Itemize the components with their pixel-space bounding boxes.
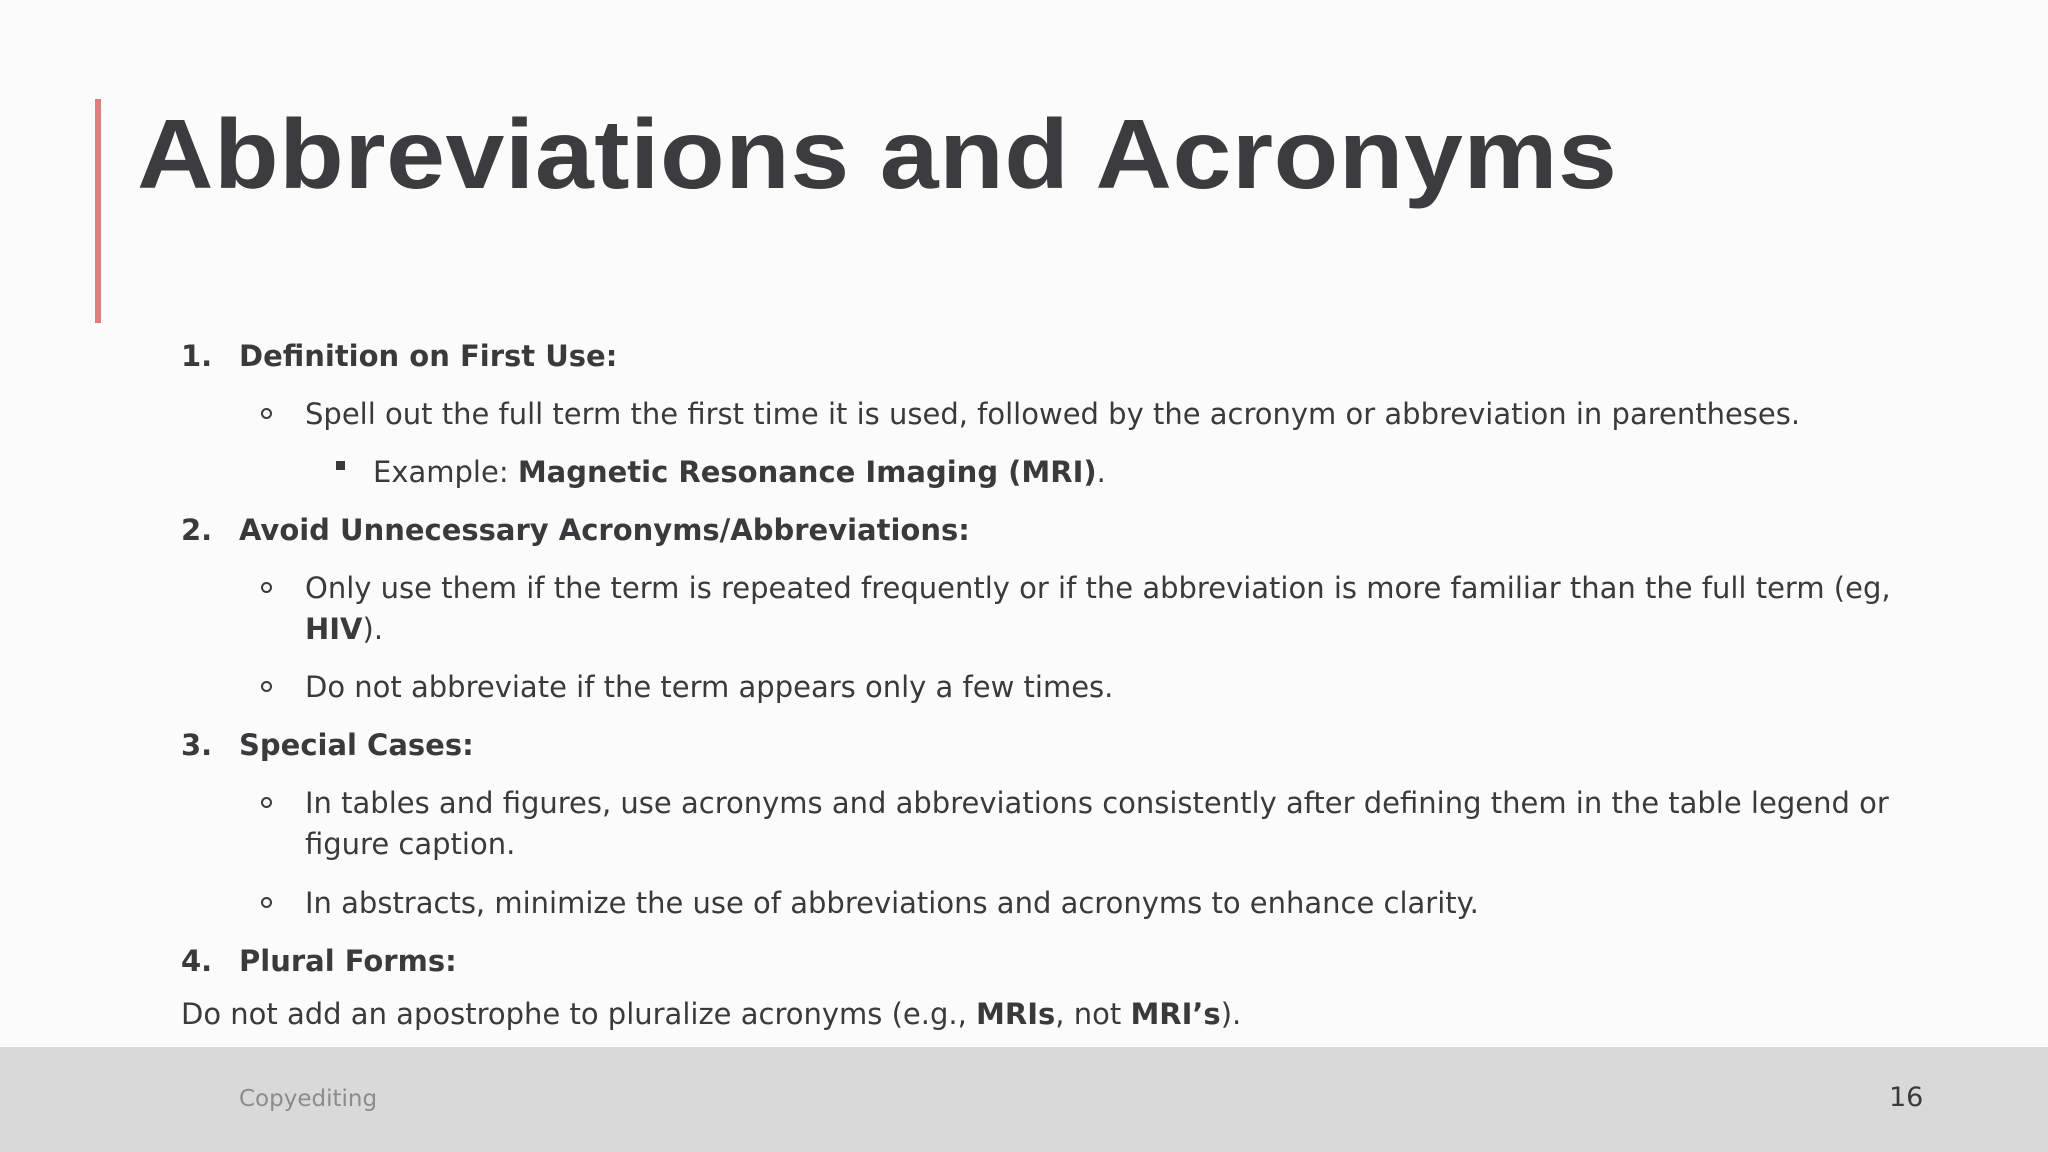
list-number: 2. [181,513,213,547]
list-number: 4. [181,944,213,978]
list-item: In abstracts, minimize the use of abbreviations and acronyms to enhance clarity. [305,886,1479,920]
list-number: 3. [181,728,213,762]
list-heading: Special Cases: [239,728,474,762]
list-heading: Definition on First Use: [239,339,618,373]
title-accent-bar [95,99,101,323]
list-item: Spell out the full term the first time it is used, followed by the acronym or abbreviation in parentheses. [305,397,1801,431]
hollow-bullet-icon [261,681,272,692]
hollow-bullet-icon [261,797,272,808]
list-item: Example: Magnetic Resonance Imaging (MRI). [373,455,1106,489]
list-item-continuation: HIV). [305,612,384,646]
page-number: 16 [1889,1082,1924,1113]
list-item-continuation: figure caption. [305,827,516,861]
hollow-bullet-icon [261,897,272,908]
list-number: 1. [181,339,213,373]
hollow-bullet-icon [261,582,272,593]
square-bullet-icon [336,461,345,470]
footer-label: Copyediting [239,1086,378,1112]
list-item: In tables and figures, use acronyms and abbreviations consistently after defining them in the table legend or [305,786,1889,820]
list-item: Do not abbreviate if the term appears only a few times. [305,670,1114,704]
plural-note: Do not add an apostrophe to pluralize acronyms (e.g., MRIs, not MRI’s). [181,997,1242,1031]
hollow-bullet-icon [261,408,272,419]
list-heading: Plural Forms: [239,944,457,978]
slide-title: Abbreviations and Acronyms [137,99,1618,209]
list-item: Only use them if the term is repeated frequently or if the abbreviation is more familiar than the full term (eg, [305,571,1891,605]
list-heading: Avoid Unnecessary Acronyms/Abbreviations: [239,513,970,547]
